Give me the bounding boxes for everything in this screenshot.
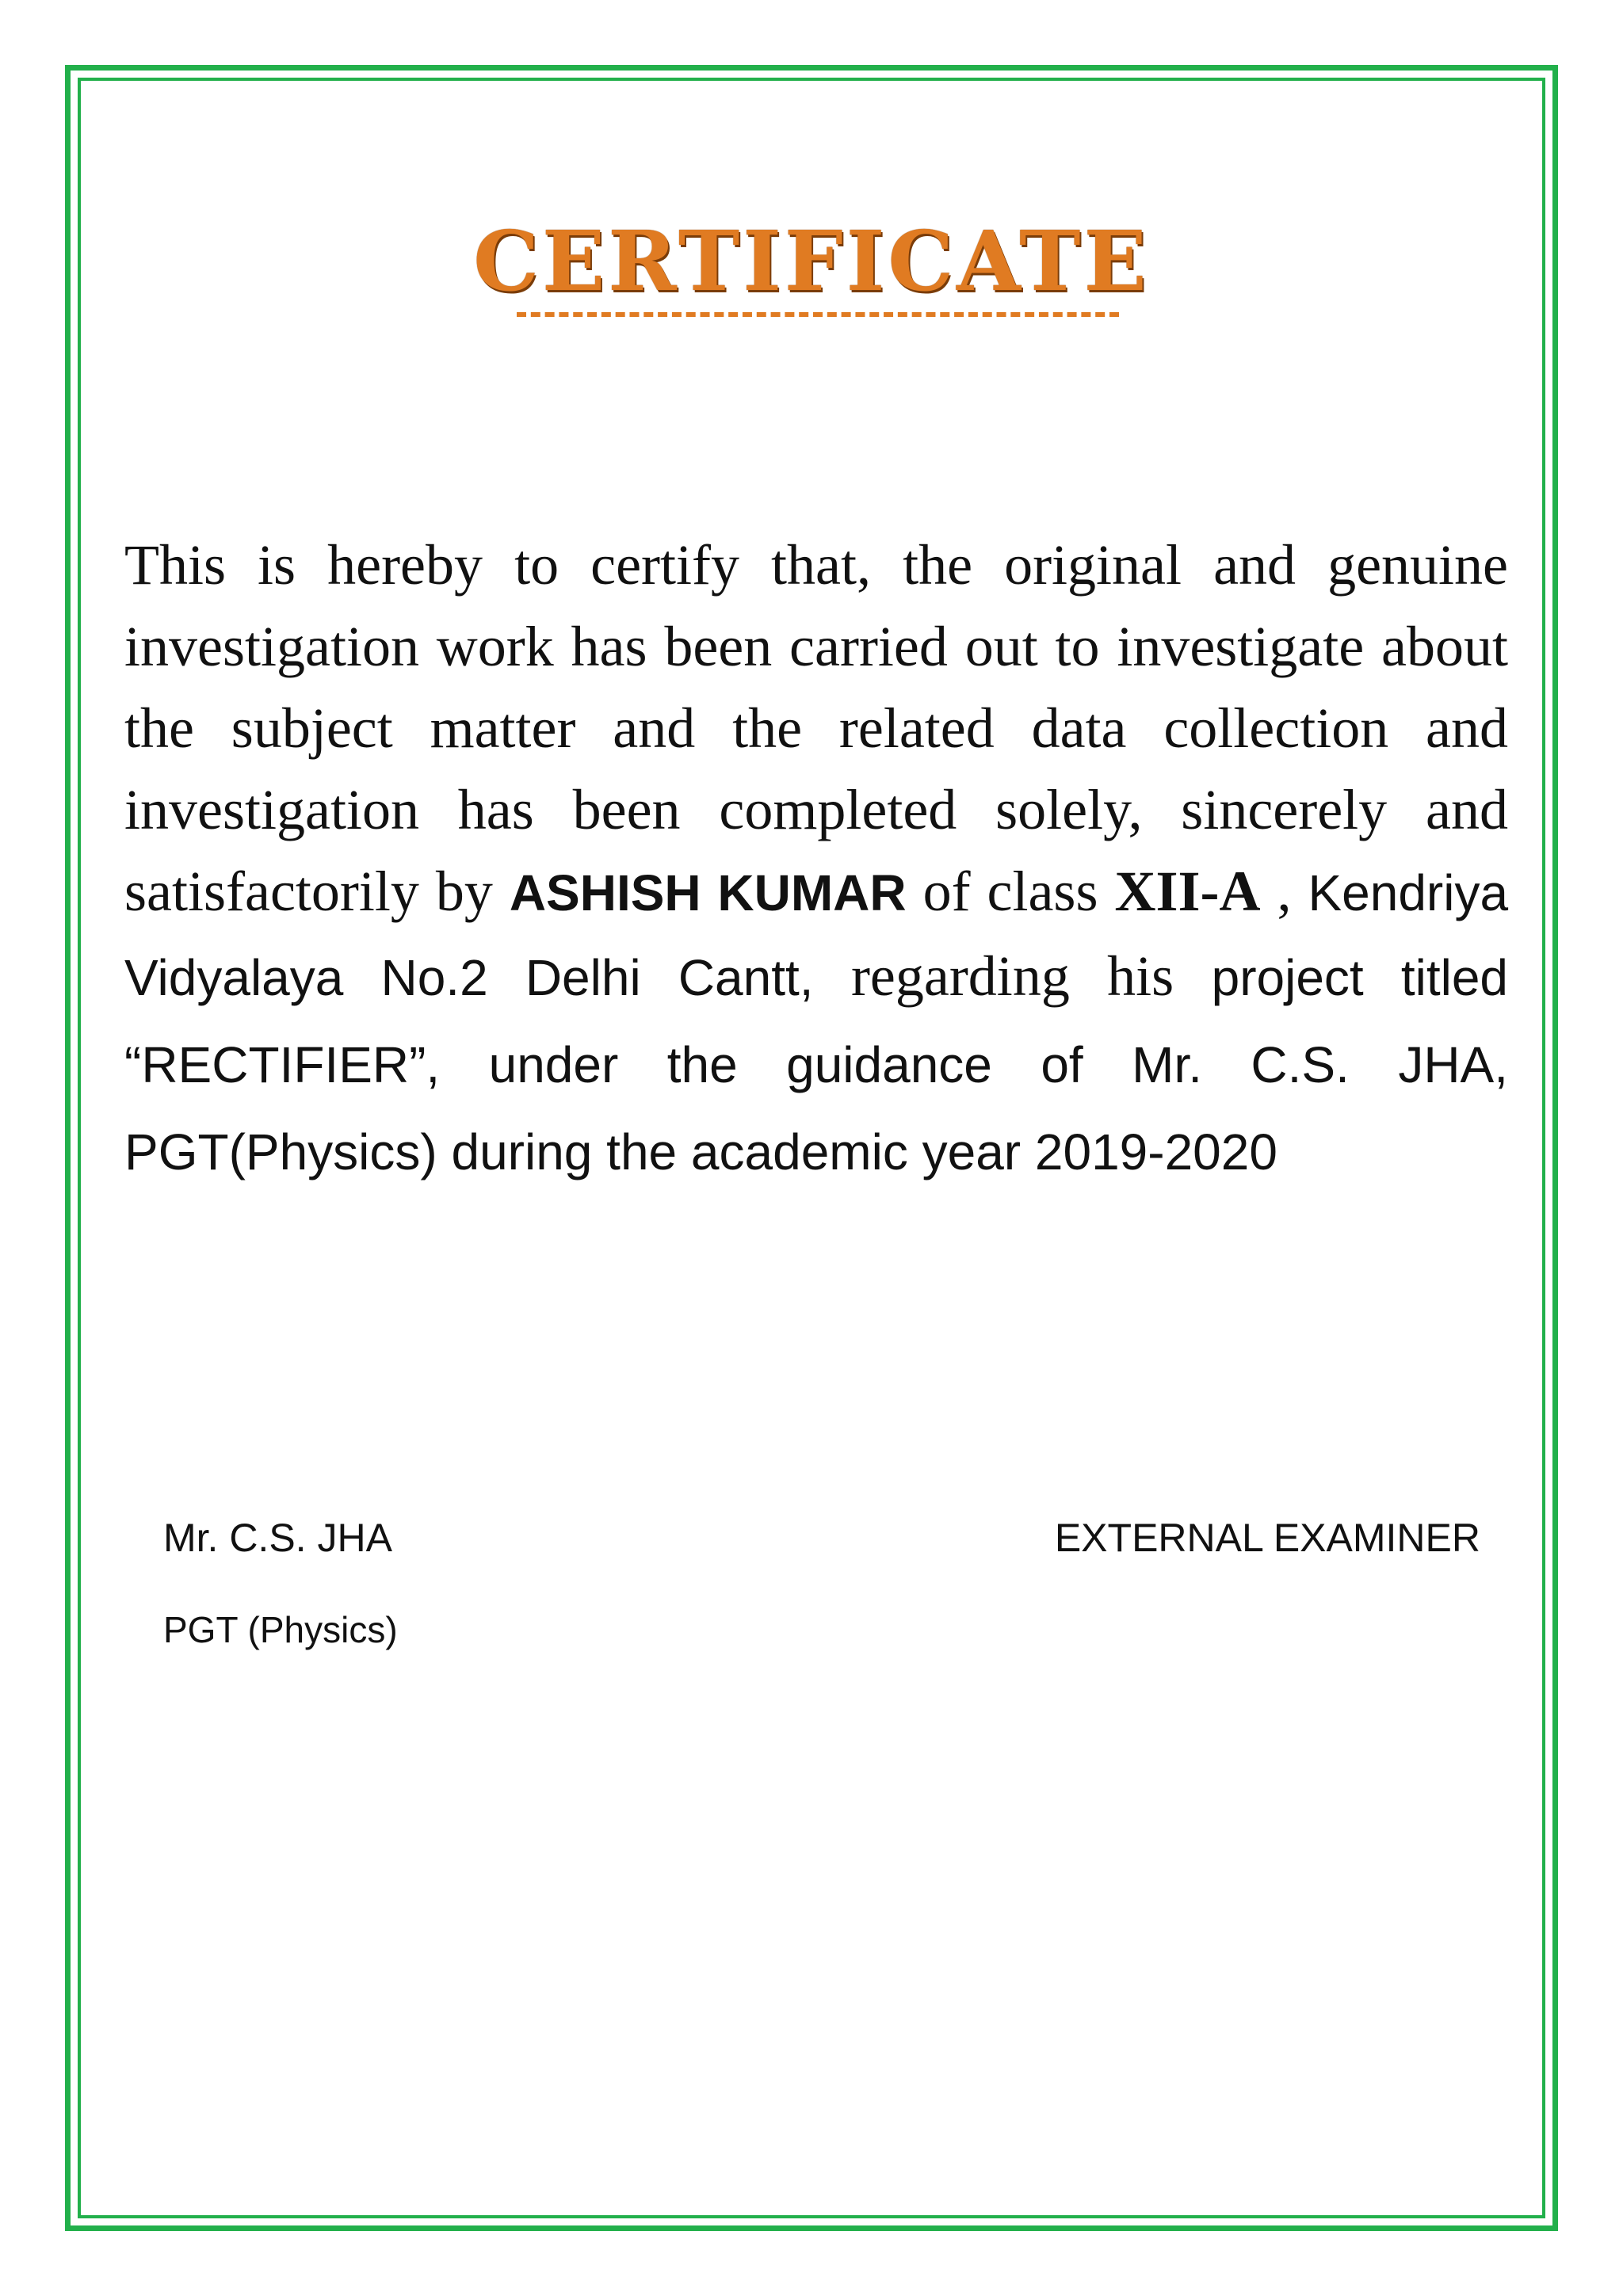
student-name: ASHISH KUMAR	[509, 864, 907, 921]
teacher-designation: PGT (Physics)	[163, 1609, 398, 1650]
external-examiner-label: EXTERNAL EXAMINER	[1054, 1516, 1480, 1560]
certificate-title: CERTIFICATE	[473, 212, 1150, 310]
certificate-body	[124, 524, 1508, 1196]
title-underline	[517, 312, 1119, 317]
class-name: XII-A	[1114, 860, 1261, 923]
body-part-5: regarding his	[813, 944, 1174, 1008]
teacher-name: Mr. C.S. JHA	[163, 1516, 392, 1560]
body-part-6: project titled “RECTIFIER”, under the guidance of Mr. C.S. JHA, PGT(Physics) during the academic year 2019-2020	[124, 949, 1509, 1180]
body-part-1: This is hereby to certify that, the original and genuine investigation work has been carried out to investigate about the subject matter and the related data collection and investigation has been completed solely, sincerely and satisfactorily by	[124, 533, 1508, 923]
body-part-3: ,	[1260, 860, 1292, 923]
body-part-4: Kendriya Vidyalaya No.2 Delhi Cantt,	[124, 864, 1509, 1006]
body-part-2: of class	[906, 860, 1115, 923]
